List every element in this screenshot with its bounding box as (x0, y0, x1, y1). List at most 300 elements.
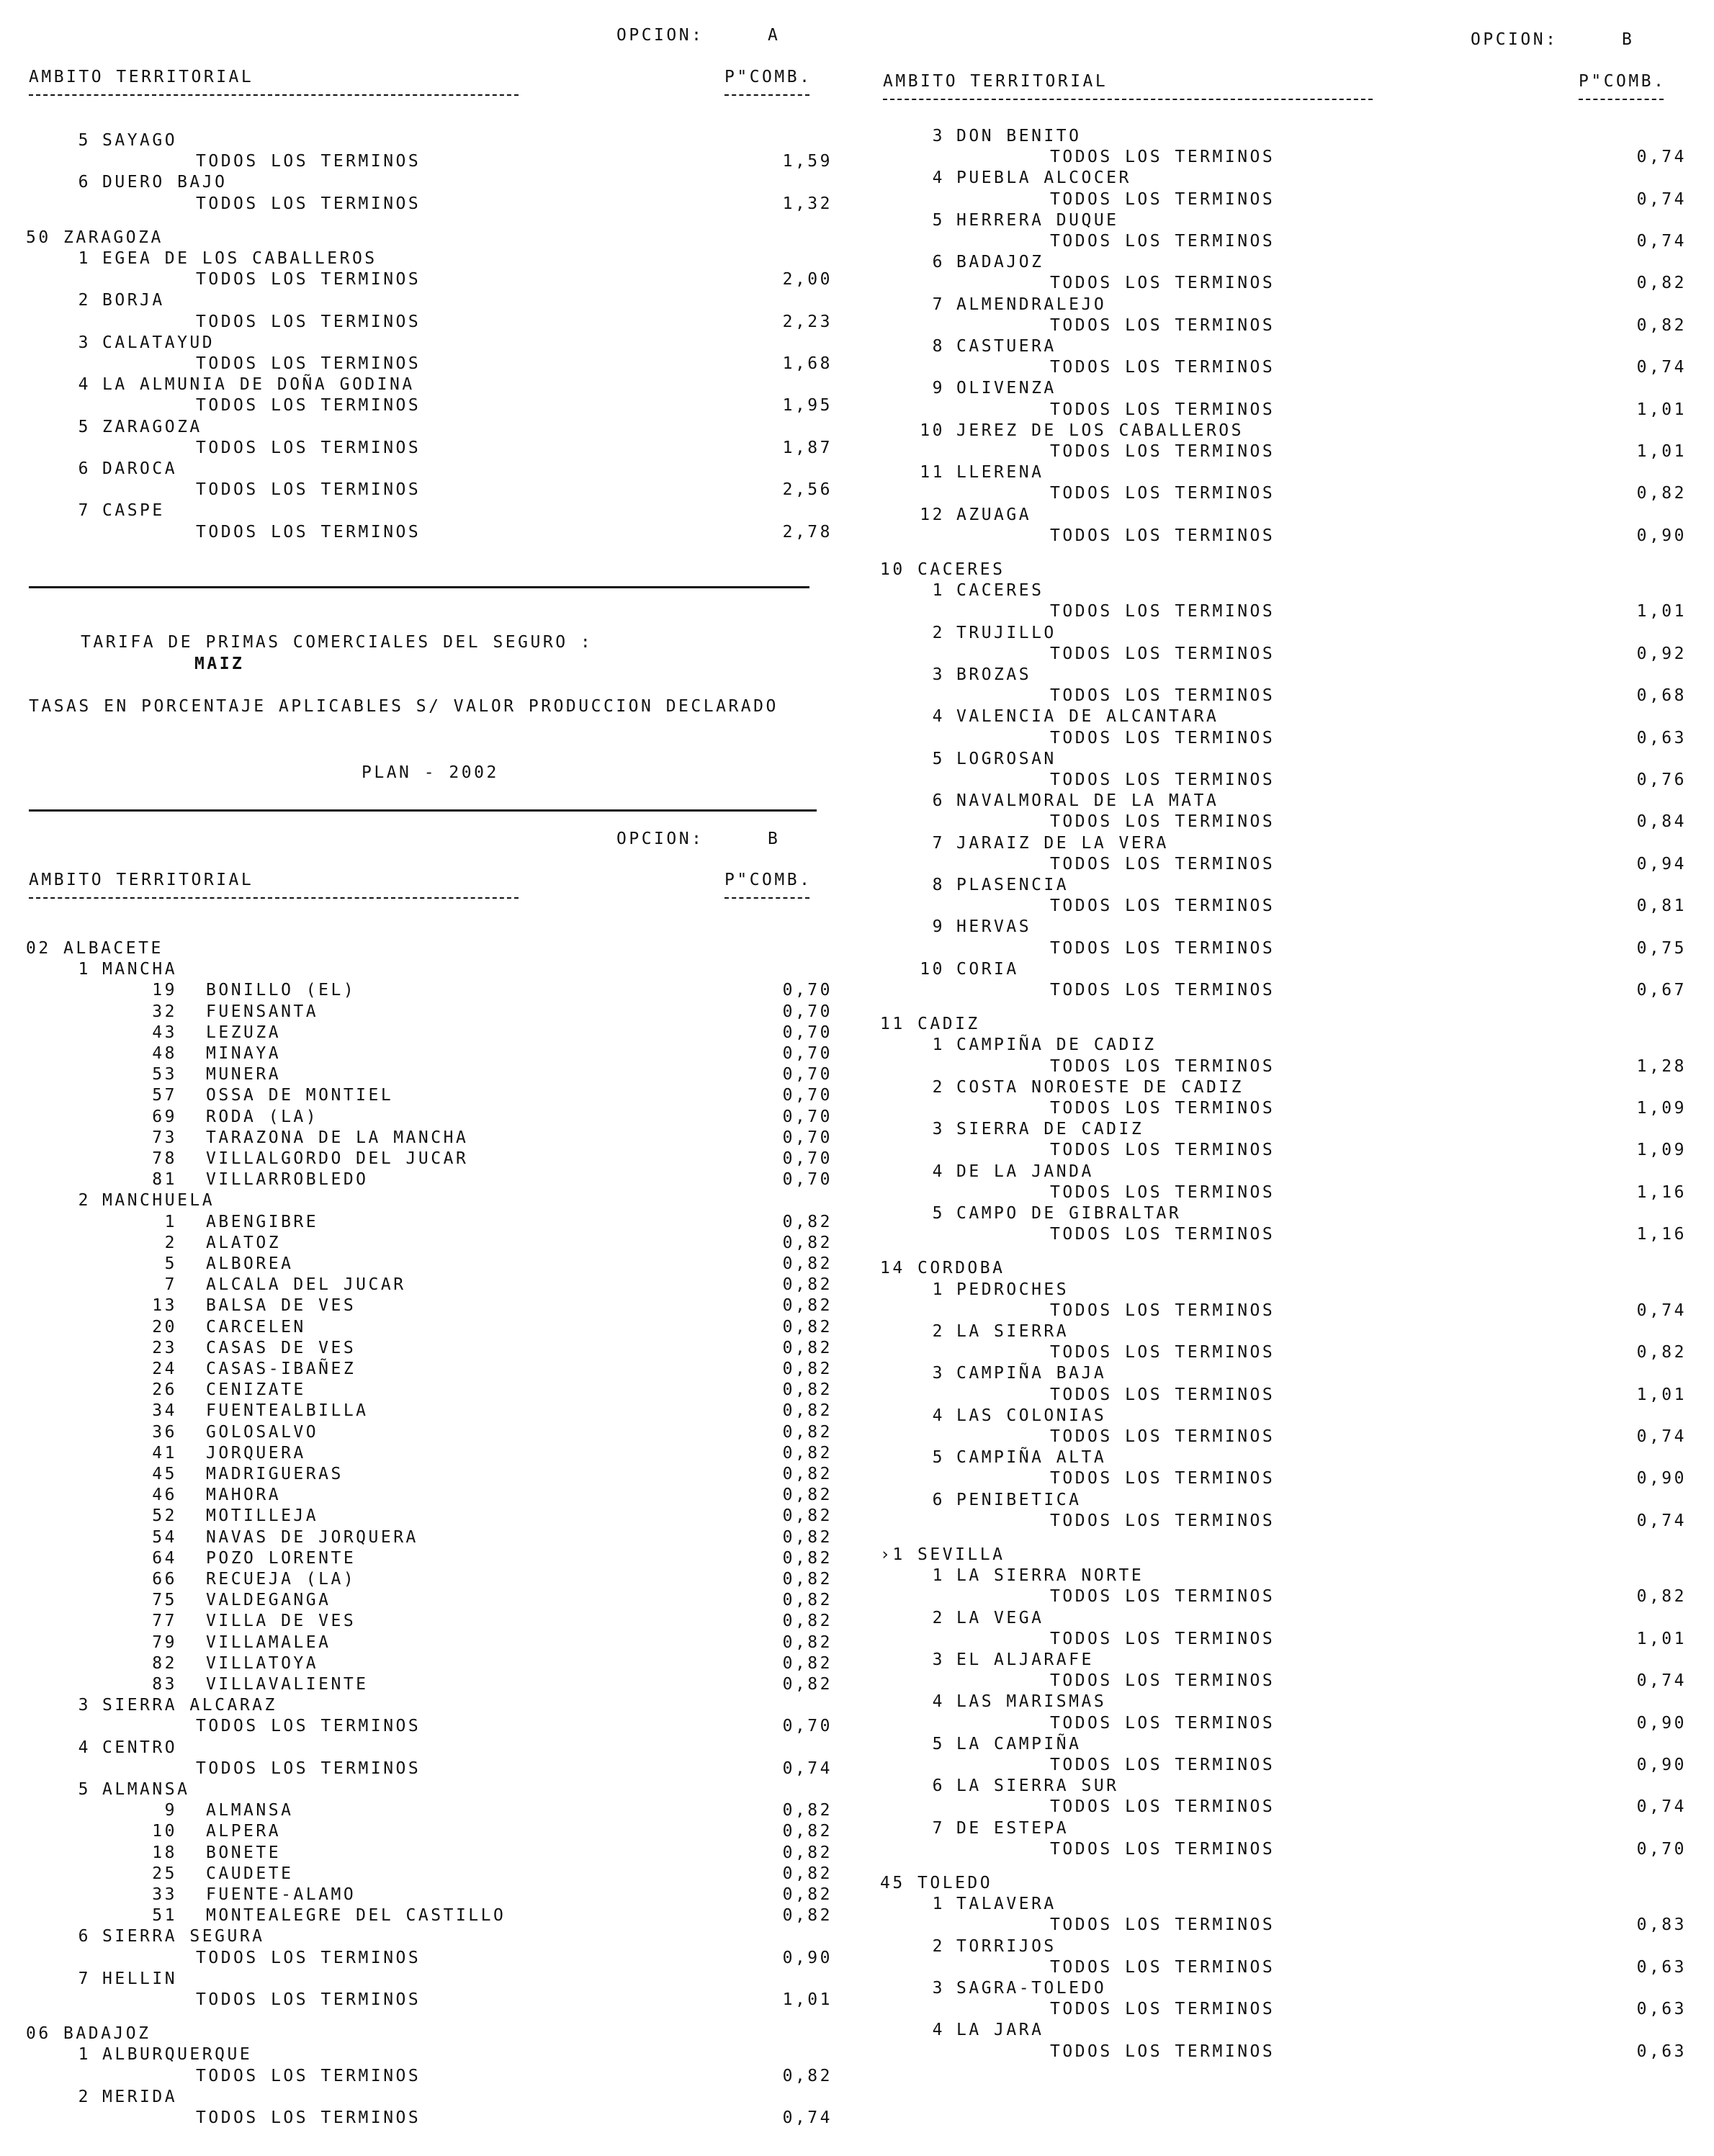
comarca-code: 3 (932, 1979, 945, 1998)
comarca-code: 1 (78, 249, 91, 268)
municipality-name: CASAS-IBAÑEZ (206, 1360, 356, 1378)
terminos-label: TODOS LOS TERMINOS (196, 194, 421, 213)
terminos-label: TODOS LOS TERMINOS (1050, 1629, 1275, 1648)
terminos-row (880, 1998, 1687, 2020)
comarca-code: 2 (932, 1608, 945, 1627)
comarca-code: 2 (932, 1077, 945, 1097)
terminos-row (880, 1838, 1687, 1860)
comarca-row (880, 1733, 1687, 1755)
comarca-name: LA JARA (956, 2021, 1044, 2040)
municipality-name: VILLAMALEA (206, 1632, 331, 1652)
terminos-row (880, 1223, 1687, 1245)
terminos-label: TODOS LOS TERMINOS (1050, 1839, 1275, 1859)
municipality-code: 26 (152, 1380, 177, 1400)
province-row (880, 1013, 1687, 1035)
municipality-row (26, 1820, 833, 1842)
pcomb-underline (724, 897, 809, 899)
premium-value: 0,82 (782, 1506, 833, 1526)
terminos-row (880, 1586, 1687, 1607)
comarca-row (880, 1775, 1687, 1797)
municipality-code: 25 (152, 1864, 177, 1883)
comarca-name: LAS MARISMAS (956, 1692, 1107, 1712)
comarca-name: TRUJILLO (956, 623, 1056, 642)
premium-value: 1,01 (782, 1990, 833, 2009)
premium-value: 0,82 (782, 1233, 833, 1252)
premium-value: 1,16 (1636, 1182, 1687, 1202)
terminos-row (26, 1758, 833, 1779)
left-bottom-opcion-line (26, 828, 833, 850)
comarca-name: PENIBETICA (956, 1490, 1082, 1509)
comarca-code: 2 (78, 291, 91, 310)
comarca-name: EL ALJARAFE (956, 1650, 1094, 1669)
terminos-row (26, 2107, 833, 2129)
comarca-row (880, 874, 1687, 896)
comarca-name: CAMPIÑA DE CADIZ (956, 1036, 1157, 1055)
comarca-name: CACERES (956, 581, 1044, 601)
terminos-row (880, 1182, 1687, 1203)
comarca-name: CASPE (102, 501, 165, 521)
terminos-label: TODOS LOS TERMINOS (1050, 938, 1275, 958)
terminos-row (26, 269, 833, 290)
comarca-name: JEREZ DE LOS CABALLEROS (956, 421, 1244, 440)
municipality-row (26, 1001, 833, 1023)
terminos-row (880, 1468, 1687, 1489)
terminos-row (880, 811, 1687, 832)
premium-value: 2,00 (782, 270, 833, 289)
terminos-row (880, 1342, 1687, 1363)
comarca-name: COSTA NOROESTE DE CADIZ (956, 1077, 1244, 1097)
terminos-label: TODOS LOS TERMINOS (1050, 1099, 1275, 1118)
comarca-name: CENTRO (102, 1738, 178, 1757)
municipality-name: LEZUZA (206, 1023, 282, 1042)
municipality-code: 73 (152, 1128, 177, 1147)
premium-value: 0,82 (782, 1486, 833, 1505)
pcomb-header: P"COMB. (1579, 72, 1666, 91)
province-row (880, 1257, 1687, 1279)
comarca-name: BADAJOZ (956, 253, 1044, 272)
terminos-label: TODOS LOS TERMINOS (1050, 854, 1275, 873)
premium-value: 0,81 (1636, 897, 1687, 916)
municipality-row (26, 1211, 833, 1233)
premium-value: 1,01 (1636, 1385, 1687, 1404)
premium-value: 0,70 (782, 1107, 833, 1126)
comarca-row (880, 1077, 1687, 1098)
comarca-row (880, 1818, 1687, 1839)
terminos-label: TODOS LOS TERMINOS (196, 1717, 421, 1736)
terminos-row (880, 1139, 1687, 1161)
premium-value: 0,90 (1636, 1713, 1687, 1733)
section-rule (29, 586, 809, 588)
premium-value: 0,82 (782, 1212, 833, 1231)
comarca-name: JARAIZ DE LA VERA (956, 833, 1169, 853)
terminos-label: TODOS LOS TERMINOS (1050, 442, 1275, 461)
premium-value: 0,82 (782, 1612, 833, 1631)
premium-value: 1,28 (1636, 1056, 1687, 1076)
comarca-name: ALMANSA (102, 1780, 190, 1799)
municipality-name: MUNERA (206, 1065, 282, 1084)
terminos-label: TODOS LOS TERMINOS (1050, 358, 1275, 377)
terminos-label: TODOS LOS TERMINOS (196, 1948, 421, 1967)
terminos-label: TODOS LOS TERMINOS (1050, 526, 1275, 545)
premium-value: 0,82 (782, 1443, 833, 1463)
municipality-code: 13 (152, 1296, 177, 1316)
comarca-code: 3 (932, 1120, 945, 1139)
comarca-code: 10 (920, 421, 945, 440)
comarca-code: 2 (932, 1322, 945, 1341)
premium-value: 0,67 (1636, 981, 1687, 1000)
terminos-label: TODOS LOS TERMINOS (1050, 1957, 1275, 1977)
terminos-row (880, 272, 1687, 294)
terminos-row (880, 146, 1687, 168)
comarca-code: 10 (920, 959, 945, 979)
comarca-row (880, 1607, 1687, 1629)
comarca-name: TORRIJOS (956, 1936, 1056, 1956)
municipality-row (26, 1295, 833, 1316)
municipality-code: 34 (152, 1401, 177, 1421)
comarca-code: 4 (932, 2021, 945, 2040)
comarca-code: 4 (78, 375, 91, 395)
comarca-row (26, 416, 833, 438)
municipality-row (26, 1274, 833, 1295)
comarca-name: LA ALMUNIA DE DOÑA GODINA (102, 375, 415, 395)
premium-value: 0,92 (1636, 644, 1687, 663)
municipality-code: 48 (152, 1044, 177, 1063)
comarca-code: 1 (932, 1895, 945, 1914)
premium-value: 0,82 (782, 1401, 833, 1421)
comarca-name: CORIA (956, 959, 1019, 979)
comarca-name: CASTUERA (956, 337, 1056, 356)
comarca-code: 4 (932, 707, 945, 727)
comarca-code: 5 (78, 417, 91, 436)
comarca-code: 6 (932, 253, 945, 272)
terminos-row (26, 311, 833, 333)
municipality-name: VILLAVALIENTE (206, 1675, 369, 1694)
province-name: 10 CACERES (880, 560, 1005, 579)
municipality-code: 36 (152, 1422, 177, 1442)
terminos-row (26, 2065, 833, 2087)
comarca-row (880, 916, 1687, 938)
terminos-label: TODOS LOS TERMINOS (1050, 274, 1275, 293)
premium-value: 0,70 (782, 1717, 833, 1736)
comarca-row (26, 500, 833, 521)
terminos-label: TODOS LOS TERMINOS (196, 152, 421, 171)
premium-value: 0,74 (1636, 1511, 1687, 1530)
comarca-row (880, 167, 1687, 189)
province-name: 50 ZARAGOZA (26, 228, 163, 247)
province-row (26, 938, 833, 959)
premium-value: 0,74 (1636, 1427, 1687, 1446)
comarca-code: 8 (932, 876, 945, 894)
terminos-label: TODOS LOS TERMINOS (1050, 686, 1275, 706)
opcion-value: A (768, 26, 781, 45)
comarca-name: CAMPO DE GIBRALTAR (956, 1204, 1182, 1223)
terminos-label: TODOS LOS TERMINOS (196, 312, 421, 331)
comarca-row (26, 2086, 833, 2108)
municipality-name: ALCALA DEL JUCAR (206, 1275, 406, 1295)
comarca-code: 7 (932, 295, 945, 314)
premium-value: 0,70 (782, 981, 833, 1000)
ambito-header: AMBITO TERRITORIAL (29, 68, 254, 86)
comarca-code: 5 (932, 210, 945, 230)
comarca-name: SAYAGO (102, 131, 178, 150)
comarca-row (880, 748, 1687, 770)
terminos-row (880, 727, 1687, 749)
premium-value: 0,82 (1636, 1343, 1687, 1362)
comarca-code: 1 (932, 581, 945, 601)
comarca-name: LA CAMPIÑA (956, 1734, 1082, 1753)
premium-value: 0,74 (1636, 1797, 1687, 1817)
municipality-name: BALSA DE VES (206, 1296, 356, 1316)
terminos-label: TODOS LOS TERMINOS (1050, 484, 1275, 503)
premium-value: 1,16 (1636, 1225, 1687, 1244)
terminos-label: TODOS LOS TERMINOS (1050, 1141, 1275, 1160)
premium-value: 1,01 (1636, 602, 1687, 621)
comarca-name: PEDROCHES (956, 1280, 1069, 1299)
comarca-name: LA SIERRA (956, 1322, 1069, 1341)
comarca-name: PUEBLA ALCOCER (956, 169, 1131, 188)
municipality-code: 83 (152, 1675, 177, 1694)
municipality-row (26, 1337, 833, 1359)
municipality-row (26, 1253, 833, 1275)
municipality-code: 77 (152, 1612, 177, 1631)
comarca-code: 5 (932, 1448, 945, 1468)
premium-value: 0,70 (782, 1065, 833, 1084)
comarca-name: MANCHA (102, 960, 178, 979)
comarca-name: ALBURQUERQUE (102, 2045, 253, 2065)
opcion-value: B (1622, 30, 1635, 49)
comarca-code: 6 (932, 1490, 945, 1509)
terminos-row (880, 525, 1687, 547)
municipality-row (26, 1358, 833, 1380)
comarca-name: LOGROSAN (956, 749, 1056, 768)
terminos-row (26, 1947, 833, 1969)
terminos-row (26, 353, 833, 374)
municipality-name: RECUEJA (LA) (206, 1570, 356, 1589)
premium-value: 0,74 (782, 2108, 833, 2127)
comarca-row (880, 1649, 1687, 1671)
municipality-row (26, 1527, 833, 1548)
comarca-name: AZUAGA (956, 505, 1032, 524)
municipality-row (26, 1905, 833, 1926)
comarca-name: SIERRA DE CADIZ (956, 1120, 1144, 1139)
province-name: ›1 SEVILLA (880, 1545, 1005, 1564)
terminos-row (880, 2041, 1687, 2062)
terminos-label: TODOS LOS TERMINOS (1050, 1385, 1275, 1404)
comarca-name: CAMPIÑA ALTA (956, 1448, 1107, 1468)
comarca-code: 6 (932, 1777, 945, 1796)
municipality-code: 81 (152, 1170, 177, 1190)
municipality-name: FUENSANTA (206, 1002, 319, 1021)
premium-value: 0,82 (1636, 484, 1687, 503)
municipality-row (26, 1106, 833, 1128)
premium-value: 0,82 (782, 1885, 833, 1904)
municipality-name: FUENTE-ALAMO (206, 1885, 356, 1904)
terminos-row (880, 441, 1687, 462)
municipality-code: 32 (152, 1002, 177, 1021)
pcomb-header: P"COMB. (724, 871, 812, 889)
comarca-code: 1 (78, 960, 91, 979)
comarca-row (880, 832, 1687, 854)
comarca-row (880, 2019, 1687, 2041)
terminos-label: TODOS LOS TERMINOS (1050, 981, 1275, 1000)
municipality-row (26, 1589, 833, 1611)
premium-value: 1,32 (782, 194, 833, 213)
terminos-row (26, 193, 833, 215)
terminos-row (26, 1989, 833, 2011)
terminos-label: TODOS LOS TERMINOS (196, 480, 421, 500)
tasas-text: TASAS EN PORCENTAJE APLICABLES S/ VALOR PRODUCCION DECLARADO (29, 697, 779, 716)
terminos-label: TODOS LOS TERMINOS (1050, 1301, 1275, 1320)
municipality-name: POZO LORENTE (206, 1548, 356, 1568)
opcion-value: B (768, 830, 781, 848)
terminos-label: TODOS LOS TERMINOS (196, 396, 421, 416)
comarca-name: EGEA DE LOS CABALLEROS (102, 249, 377, 268)
premium-value: 0,82 (782, 1338, 833, 1357)
comarca-row (26, 458, 833, 480)
terminos-label: TODOS LOS TERMINOS (1050, 189, 1275, 209)
comarca-name: CAMPIÑA BAJA (956, 1364, 1107, 1383)
premium-value: 0,90 (1636, 1469, 1687, 1488)
municipality-code: 51 (152, 1906, 177, 1926)
municipality-row (26, 1421, 833, 1443)
municipality-code: 79 (152, 1632, 177, 1652)
premium-value: 0,82 (782, 1906, 833, 1926)
municipality-row (26, 1884, 833, 1905)
comarca-row (26, 332, 833, 354)
municipality-code: 54 (152, 1527, 177, 1547)
municipality-name: RODA (LA) (206, 1107, 319, 1126)
comarca-row (26, 1779, 833, 1800)
premium-value: 1,09 (1636, 1141, 1687, 1160)
comarca-name: DAROCA (102, 459, 178, 478)
comarca-code: 7 (932, 1818, 945, 1838)
comarca-code: 12 (920, 505, 945, 524)
municipality-code: 75 (152, 1591, 177, 1610)
comarca-row (880, 1362, 1687, 1384)
premium-value: 0,70 (1636, 1839, 1687, 1859)
municipality-row (26, 1632, 833, 1653)
comarca-name: BROZAS (956, 665, 1032, 684)
premium-value: 0,74 (782, 1759, 833, 1778)
premium-value: 0,70 (782, 1023, 833, 1042)
pcomb-header: P"COMB. (724, 68, 812, 86)
premium-value: 0,70 (782, 1170, 833, 1190)
comarca-row (26, 1968, 833, 1990)
premium-value: 0,82 (782, 1275, 833, 1295)
premium-value: 1,68 (782, 354, 833, 373)
premium-value: 0,82 (782, 1822, 833, 1841)
comarca-name: ALMENDRALEJO (956, 295, 1107, 314)
premium-value: 0,82 (782, 1465, 833, 1483)
comarca-name: CALATAYUD (102, 333, 215, 352)
premium-value: 1,09 (1636, 1099, 1687, 1118)
terminos-label: TODOS LOS TERMINOS (1050, 728, 1275, 747)
terminos-label: TODOS LOS TERMINOS (1050, 1915, 1275, 1935)
municipality-name: TARAZONA DE LA MANCHA (206, 1128, 469, 1147)
plan-rule (29, 809, 817, 812)
comarca-code: 2 (78, 2087, 91, 2106)
comarca-row (880, 1691, 1687, 1712)
municipality-name: JORQUERA (206, 1443, 306, 1463)
comarca-name: PLASENCIA (956, 876, 1069, 894)
municipality-name: MINAYA (206, 1044, 282, 1063)
municipality-code: 18 (152, 1843, 177, 1862)
comarca-row (880, 958, 1687, 980)
premium-value: 0,74 (1636, 1671, 1687, 1691)
municipality-name: MONTEALEGRE DEL CASTILLO (206, 1906, 506, 1926)
comarca-row (880, 706, 1687, 727)
comarca-row (26, 289, 833, 311)
terminos-row (880, 1754, 1687, 1776)
comarca-row (880, 1203, 1687, 1224)
premium-value: 0,74 (1636, 148, 1687, 167)
municipality-name: VILLALGORDO DEL JUCAR (206, 1149, 469, 1168)
terminos-row (880, 482, 1687, 504)
premium-value: 0,83 (1636, 1915, 1687, 1935)
comarca-code: 4 (932, 1162, 945, 1181)
province-name: 06 BADAJOZ (26, 2024, 151, 2044)
province-row (880, 1872, 1687, 1894)
terminos-row (880, 315, 1687, 336)
comarca-row (880, 251, 1687, 273)
comarca-row (880, 336, 1687, 357)
municipality-row (26, 1379, 833, 1401)
premium-value: 2,56 (782, 480, 833, 500)
terminos-row (880, 399, 1687, 421)
comarca-code: 5 (932, 1204, 945, 1223)
comarca-code: 1 (78, 2045, 91, 2065)
premium-value: 0,82 (782, 1675, 833, 1694)
municipality-row (26, 1674, 833, 1695)
municipality-row (26, 1127, 833, 1149)
municipality-row (26, 1232, 833, 1254)
comarca-name: VALENCIA DE ALCANTARA (956, 707, 1219, 727)
municipality-row (26, 1084, 833, 1106)
terminos-row (880, 1097, 1687, 1119)
municipality-name: VILLATOYA (206, 1653, 319, 1673)
comarca-name: DUERO BAJO (102, 173, 228, 192)
premium-value: 0,82 (782, 1591, 833, 1610)
terminos-row (26, 151, 833, 172)
premium-value: 0,82 (782, 2066, 833, 2085)
municipality-row (26, 1064, 833, 1085)
municipality-code: 23 (152, 1338, 177, 1357)
comarca-row (26, 248, 833, 269)
comarca-code: 7 (932, 833, 945, 853)
pcomb-underline (1579, 99, 1664, 100)
municipality-name: ABENGIBRE (206, 1212, 319, 1231)
comarca-code: 1 (932, 1566, 945, 1586)
municipality-row (26, 1148, 833, 1169)
comarca-code: 6 (78, 1927, 91, 1946)
premium-value: 0,74 (1636, 358, 1687, 377)
province-row (26, 2023, 833, 2044)
comarca-code: 3 (78, 333, 91, 352)
terminos-label: TODOS LOS TERMINOS (196, 1990, 421, 2009)
terminos-row (880, 356, 1687, 378)
municipality-code: 33 (152, 1885, 177, 1904)
municipality-name: ALATOZ (206, 1233, 282, 1252)
comarca-row (880, 377, 1687, 399)
premium-value: 0,82 (782, 1548, 833, 1568)
premium-value: 2,23 (782, 312, 833, 331)
province-row (880, 1544, 1687, 1566)
premium-value: 0,94 (1636, 854, 1687, 873)
municipality-code: 52 (152, 1506, 177, 1526)
terminos-row (880, 643, 1687, 665)
municipality-row (26, 1400, 833, 1421)
terminos-label: TODOS LOS TERMINOS (1050, 1056, 1275, 1076)
